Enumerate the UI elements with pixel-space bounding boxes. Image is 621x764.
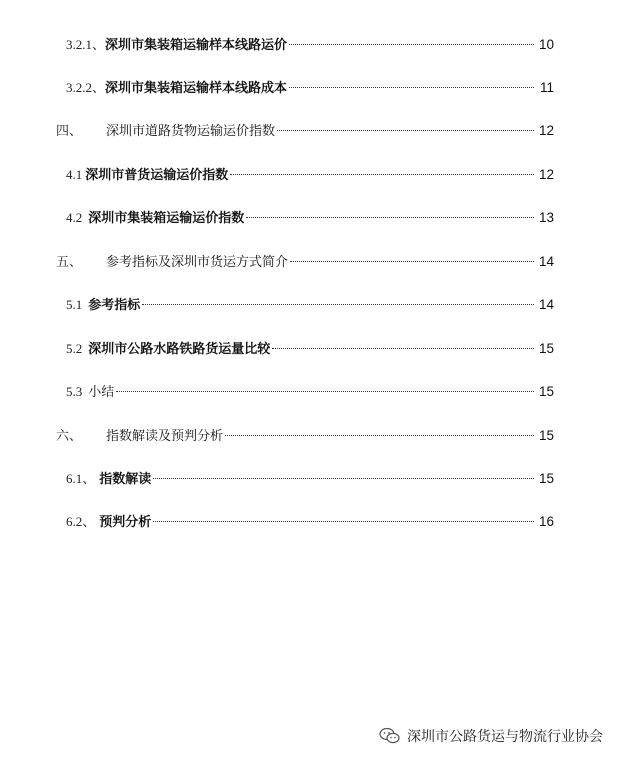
toc-page: 12 <box>538 123 554 138</box>
toc-page: 15 <box>538 341 554 356</box>
toc-number: 5.3 <box>66 384 83 399</box>
toc-entry-5-1[interactable] <box>66 294 554 316</box>
toc-entry-4[interactable] <box>56 120 554 142</box>
toc-number: 四、 <box>56 123 83 138</box>
toc-page: 10 <box>538 37 554 52</box>
toc-entry-6[interactable] <box>56 425 554 447</box>
toc-entry-4-2[interactable] <box>66 207 554 229</box>
watermark <box>379 726 603 746</box>
toc-title: 小结 <box>88 385 115 400</box>
leader-dots <box>153 521 534 522</box>
toc-page: 16 <box>538 514 554 529</box>
leader-dots <box>225 435 534 436</box>
toc-title: 深圳市集装箱运输运价指数 <box>88 211 245 226</box>
toc-title: 指数解读及预判分析 <box>106 429 224 444</box>
toc-number: 5.1 <box>66 297 83 312</box>
toc-entry-5[interactable] <box>56 251 554 273</box>
leader-dots <box>246 217 534 218</box>
wechat-icon <box>379 727 401 745</box>
toc-title: 预判分析 <box>99 515 152 530</box>
toc-title: 深圳市公路水路铁路货运量比较 <box>88 342 271 357</box>
toc-title: 参考指标 <box>88 298 141 313</box>
toc-entry-5-3[interactable] <box>66 381 554 403</box>
toc-number: 五、 <box>56 254 83 269</box>
leader-dots <box>277 130 534 131</box>
toc-page: 15 <box>538 471 554 486</box>
leader-dots <box>272 348 534 349</box>
toc-title: 参考指标及深圳市货运方式简介 <box>106 255 289 270</box>
leader-dots <box>116 391 534 392</box>
toc-entry-5-2[interactable] <box>66 338 554 360</box>
toc-page: 11 <box>539 80 554 95</box>
leader-dots <box>153 478 534 479</box>
toc-title: 深圳市集装箱运输样本线路成本 <box>105 81 288 96</box>
leader-dots <box>290 261 534 262</box>
toc-entry-6-2[interactable] <box>66 511 554 533</box>
toc-title: 指数解读 <box>99 472 152 487</box>
leader-dots <box>230 174 534 175</box>
leader-dots <box>289 87 534 88</box>
leader-dots <box>142 304 534 305</box>
toc-page: 15 <box>538 428 554 443</box>
toc-entry-3-2-1[interactable] <box>66 34 554 56</box>
watermark-text: 深圳市公路货运与物流行业协会 <box>407 729 603 745</box>
toc-title: 深圳市普货运输运价指数 <box>85 168 229 183</box>
toc-number: 3.2.1、 <box>66 37 106 52</box>
toc-number: 5.2 <box>66 341 83 356</box>
toc-entry-6-1[interactable] <box>66 468 554 490</box>
toc-page: 13 <box>538 210 554 225</box>
toc-page: 14 <box>538 297 554 312</box>
toc-number: 4.2 <box>66 210 83 225</box>
toc-title: 深圳市道路货物运输运价指数 <box>106 124 276 139</box>
toc-page: 15 <box>538 384 554 399</box>
toc-title: 深圳市集装箱运输样本线路运价 <box>105 38 288 53</box>
toc-page: 14 <box>538 254 554 269</box>
toc-number: 六、 <box>56 428 83 443</box>
toc-number: 3.2.2、 <box>66 80 106 95</box>
toc-number: 4.1 <box>66 167 83 182</box>
toc-number: 6.1、 <box>66 471 96 486</box>
leader-dots <box>289 44 534 45</box>
toc-entry-3-2-2[interactable] <box>66 77 554 99</box>
toc-number: 6.2、 <box>66 514 96 529</box>
toc-entry-4-1[interactable] <box>66 164 554 186</box>
toc-page: 12 <box>538 167 554 182</box>
